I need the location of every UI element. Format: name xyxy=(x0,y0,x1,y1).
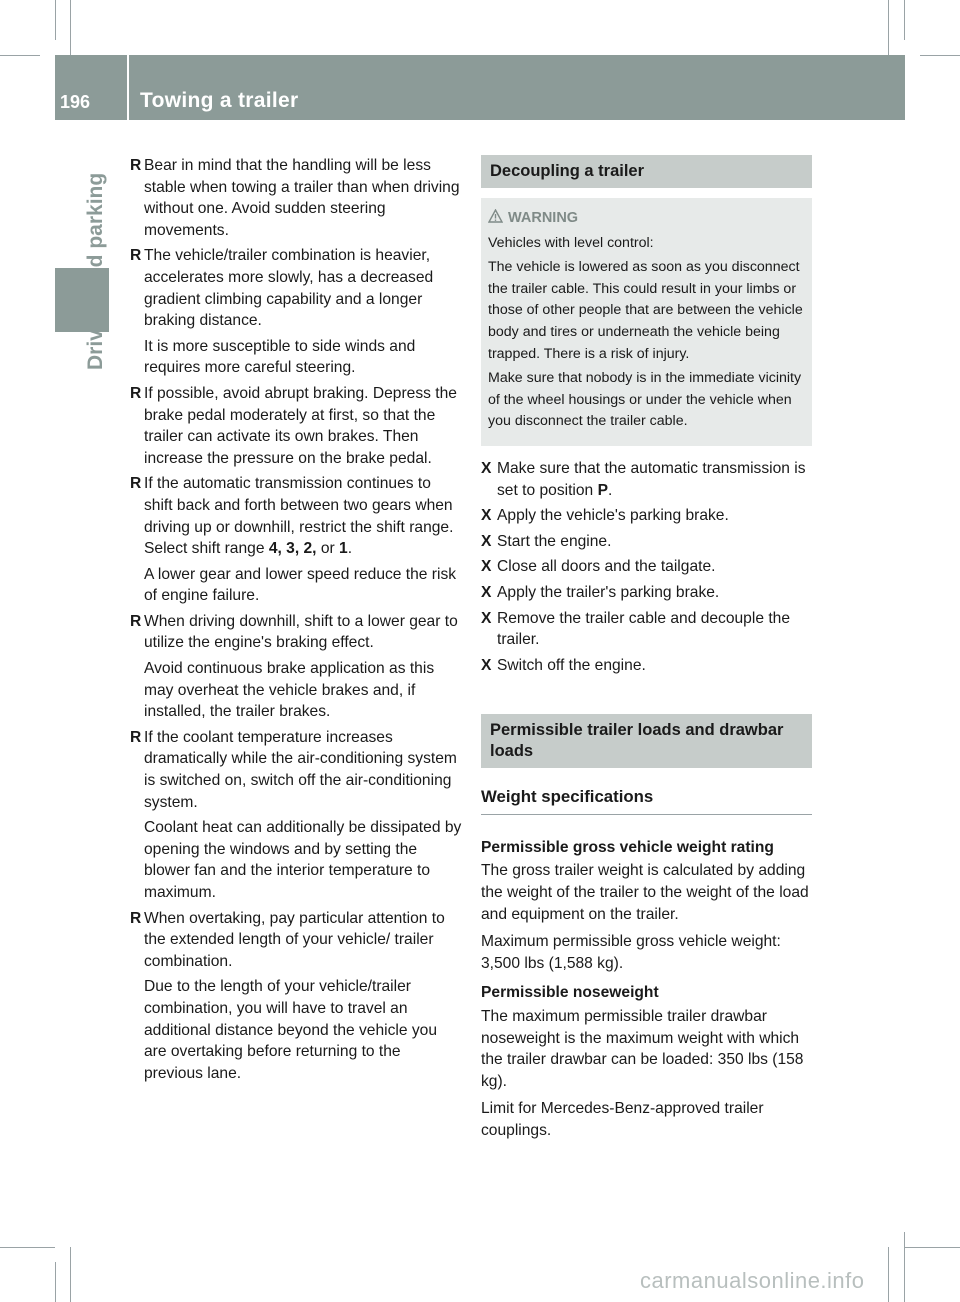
section-heading: Permissible trailer loads and drawbar loads xyxy=(481,714,812,768)
step-item: X Remove the trailer cable and decouple the trailer. xyxy=(481,609,790,649)
header-divider xyxy=(127,55,129,120)
crop-mark xyxy=(888,1247,889,1302)
list-item: R When driving downhill, shift to a lower gear to utilize the engine's braking effect. xyxy=(130,612,458,652)
crop-mark xyxy=(0,55,40,56)
step-item: X Start the engine. xyxy=(481,532,612,550)
left-column xyxy=(130,155,462,1088)
paragraph-heading: Permissible gross vehicle weight rating xyxy=(481,838,774,856)
warning-text: Vehicles with level control: xyxy=(488,234,654,251)
list-item-note: It is more susceptible to side winds and requires more careful steering. xyxy=(144,337,416,377)
list-item-note: Coolant heat can additionally be dissipated by opening the windows and by setting the blower fan and the interior temperature to maximum. xyxy=(144,819,462,901)
crop-mark xyxy=(904,1232,905,1302)
list-item: R The vehicle/trailer combination is heavier, accelerates more slowly, has a decreased gradient climbing capability and a longer braking distance. xyxy=(130,247,434,330)
step-item: X Apply the trailer's parking brake. xyxy=(481,583,720,601)
subsection-heading: Weight specifications xyxy=(481,786,812,815)
step-item: X Close all doors and the tailgate. xyxy=(481,558,716,576)
paragraph: Maximum permissible gross vehicle weight: 3,500 lbs (1,588 kg). xyxy=(481,933,781,972)
crop-mark xyxy=(55,1262,56,1302)
list-item-note: A lower gear and lower speed reduce the risk of engine failure. xyxy=(144,565,457,605)
step-item: X Make sure that the automatic transmission is set to position P. xyxy=(481,459,806,499)
crop-mark xyxy=(55,0,56,40)
paragraph-heading: Permissible noseweight xyxy=(481,984,659,1002)
warning-text: Make sure that nobody is in the immediate vicinity of the wheel housings or under the vehicle when you disconnect the trailer cable. xyxy=(488,370,802,430)
list-item: R If the coolant temperature increases dramatically while the air-conditioning system is switched on, switch off the air-conditioning system. xyxy=(130,728,457,811)
section-tab-marker xyxy=(55,268,109,332)
warning-box xyxy=(481,198,812,446)
list-item-note: Avoid continuous brake application as this may overheat the vehicle brakes and, if installed, the trailer brakes. xyxy=(144,660,435,721)
list-item: R If the automatic transmission continues to shift back and forth between two gears when driving up or downhill, restrict the shift range. Select shift range 4, 3, 2, or 1. xyxy=(130,475,454,558)
crop-mark xyxy=(70,0,71,55)
watermark: carmanualsonline.info xyxy=(640,1268,865,1293)
step-item: X Apply the vehicle's parking brake. xyxy=(481,507,729,525)
section-heading: Decoupling a trailer xyxy=(481,155,812,188)
warning-title: WARNING xyxy=(488,208,805,230)
paragraph: The maximum permissible trailer drawbar noseweight is the maximum weight with which the trailer drawbar can be loaded: 350 lbs (158 kg). xyxy=(481,1008,804,1090)
step-item: X Switch off the engine. xyxy=(481,656,646,674)
crop-mark xyxy=(904,0,905,40)
crop-mark xyxy=(70,1247,71,1302)
crop-mark xyxy=(0,1247,55,1248)
list-item: R Bear in mind that the handling will be less stable when towing a trailer than when driving without one. Avoid sudden steering movements. xyxy=(130,157,460,239)
list-item: R If possible, avoid abrupt braking. Depress the brake pedal moderately at first, so that the trailer can activate its own brakes. Then increase the pressure on the brake pedal. xyxy=(130,384,457,467)
crop-mark xyxy=(904,1247,960,1248)
crop-mark xyxy=(920,55,960,56)
list-item: R When overtaking, pay particular attention to the extended length of your vehicle/ trailer combination. xyxy=(130,909,445,970)
paragraph: Limit for Mercedes-Benz-approved trailer couplings. xyxy=(481,1100,764,1139)
page-number: 196 xyxy=(60,92,91,112)
right-column xyxy=(481,155,812,1148)
warning-text: The vehicle is lowered as soon as you disconnect the trailer cable. This could result in your limbs or those of other people that are between the vehicle body and tires or underneath the vehicle being trapped. There is a risk of injury. xyxy=(488,259,803,362)
page-title: Towing a trailer xyxy=(140,89,299,112)
crop-mark xyxy=(888,0,889,55)
warning-triangle-icon xyxy=(488,209,503,231)
list-item-note: Due to the length of your vehicle/trailer combination, you will have to travel an additional distance beyond the vehicle you are overtaking before returning to the previous lane. xyxy=(144,978,438,1082)
paragraph: The gross trailer weight is calculated by adding the weight of the trailer to the weight of the load and equipment on the trailer. xyxy=(481,862,809,923)
